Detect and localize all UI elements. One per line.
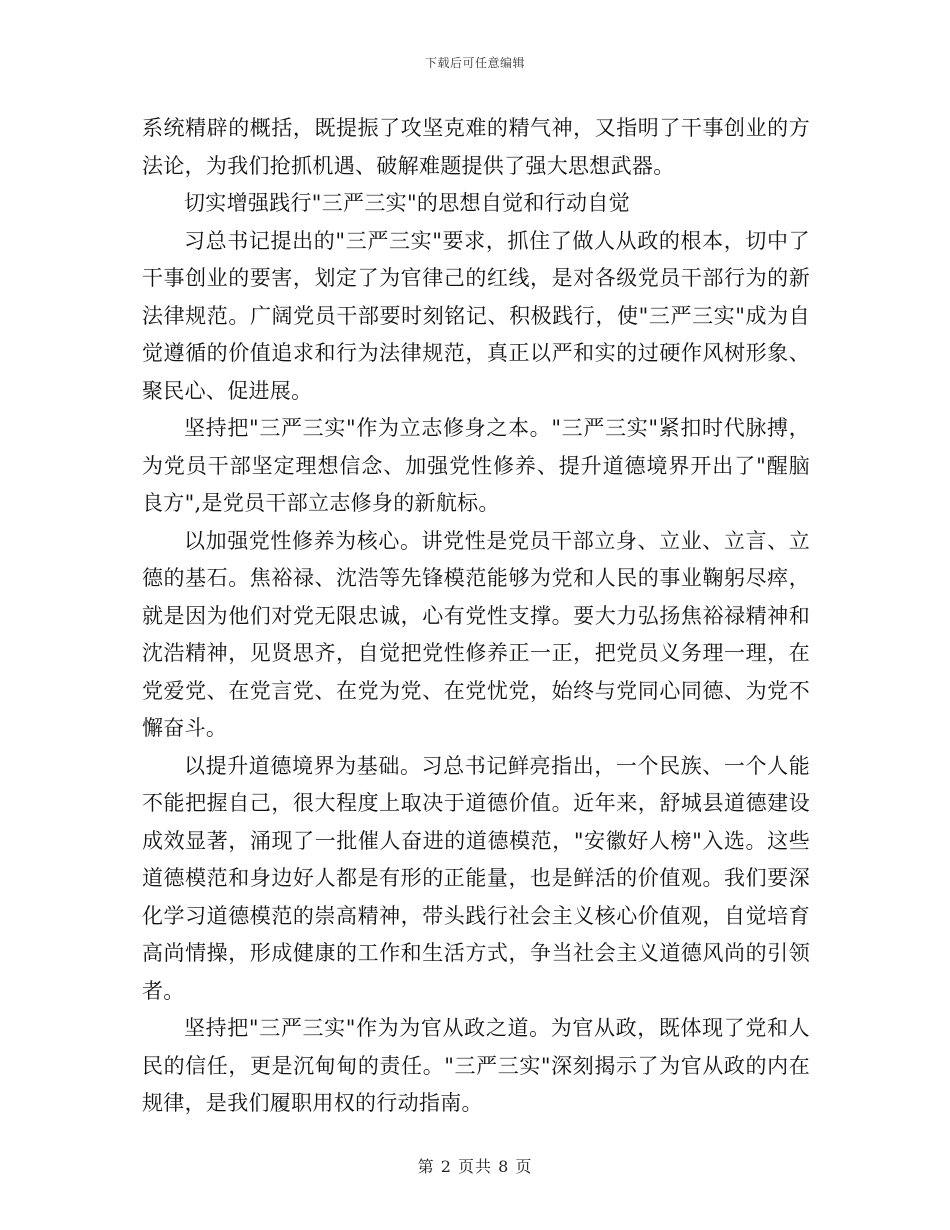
section-heading: 切实增强践行"三严三实"的思想自觉和行动自觉 [184,191,630,215]
paragraph: 习总书记提出的"三严三实"要求，抓住了做人从政的根本，切中了干事创业的要害，划定了为官律己的红线，是对各级党员干部行为的新法律规范。广阔党员干部要时刻铭记、积极践行，使"三严三实"成为自觉遵循的价值追求和行为法律规范，真正以严和实的过硬作风树形象、聚民心、促进展。 [142,228,810,403]
paragraph: 坚持把"三严三实"作为为官从政之道。为官从政，既体现了党和人民的信任，更是沉甸甸的责任。"三严三实"深刻揭示了为官从政的内在规律，是我们履职用权的行动指南。 [142,1016,810,1115]
paragraph: 以提升道德境界为基础。习总书记鲜亮指出，一个民族、一个人能不能把握自己，很大程度上取决于道德价值。近年来，舒城县道德建设成效显著，涌现了一批催人奋进的道德模范，"安徽好人榜"入选。这些道德模范和身边好人都是有形的正能量，也是鲜活的价值观。我们要深化学习道德模范的崇高精神，带头践行社会主义核心价值观，自觉培育高尚情操，形成健康的工作和生活方式，争当社会主义道德风尚的引领者。 [142,753,810,1003]
document-body [142,110,810,1123]
page-number-footer: 第 2 页共 8 页 [417,1157,533,1176]
paragraph-continuation: 系统精辟的概括，既提振了攻坚克难的精气神，又指明了干事创业的方法论，为我们抢抓机遇、破解难题提供了强大思想武器。 [142,116,810,178]
paragraph: 以加强党性修养为核心。讲党性是党员干部立身、立业、立言、立德的基石。焦裕禄、沈浩等先锋模范能够为党和人民的事业鞠躬尽瘁，就是因为他们对党无限忠诚，心有党性支撑。要大力弘扬焦裕禄精神和沈浩精神，见贤思齐，自觉把党性修养正一正，把党员义务理一理，在党爱党、在党言党、在党为党、在党忧党，始终与党同心同德、为党不懈奋斗。 [142,528,810,740]
paragraph: 坚持把"三严三实"作为立志修身之本。"三严三实"紧扣时代脉搏，为党员干部坚定理想信念、加强党性修养、提升道德境界开出了"醒脑良方",是党员干部立志修身的新航标。 [142,416,810,515]
page-header: 下载后可任意编辑 [424,56,525,70]
